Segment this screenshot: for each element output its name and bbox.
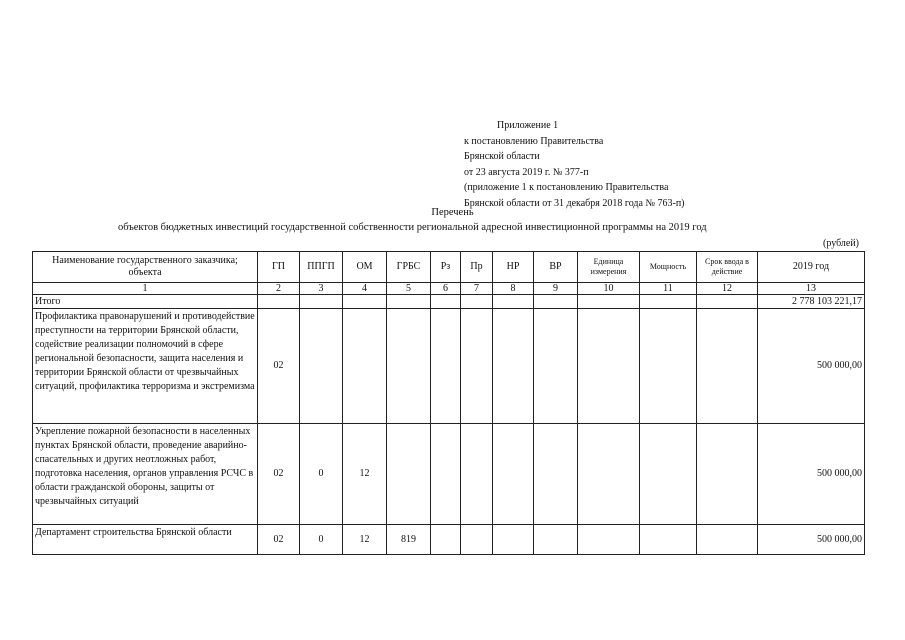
header-vr: ВР <box>534 252 578 283</box>
total-label: Итого <box>33 295 258 309</box>
column-number: 3 <box>300 283 343 295</box>
column-number: 1 <box>33 283 258 295</box>
row-name: Укрепление пожарной безопасности в населенных пунктах Брянской области, проведение аварийно-спасательных и других неотложных работ, подготовка населения, органов управления РСЧС в области гражданской обороны, защиты от чрезвычайных ситуаций <box>33 424 258 525</box>
row-amount: 500 000,00 <box>758 525 865 555</box>
table-row <box>33 309 865 424</box>
appendix-line: Брянской области <box>464 151 540 163</box>
investment-table <box>32 251 865 555</box>
row-grbs: 819 <box>387 525 431 555</box>
row-om: 12 <box>343 525 387 555</box>
column-number: 6 <box>431 283 461 295</box>
column-number: 10 <box>578 283 640 295</box>
row-name: Профилактика правонарушений и противодействие преступности на территории Брянской области, содействие реализации полномочий в сфере региональной безопасности, защита населения и территории Брянской области от чрезвычайных ситуаций, профилактика терроризма и экстремизма <box>33 309 258 424</box>
column-number: 2 <box>258 283 300 295</box>
header-rz: Рз <box>431 252 461 283</box>
header-year-2019: 2019 год <box>758 252 865 283</box>
appendix-block <box>464 118 685 212</box>
row-gp: 02 <box>258 424 300 525</box>
header-name: Наименование государственного заказчика; объекта <box>33 252 258 283</box>
list-title <box>0 207 905 218</box>
column-number: 7 <box>461 283 493 295</box>
appendix-line: к постановлению Правительства <box>464 135 604 147</box>
row-amount: 500 000,00 <box>758 424 865 525</box>
row-gp: 02 <box>258 309 300 424</box>
appendix-line: Брянской области от 31 декабря 2018 года № 763-п) <box>464 197 685 209</box>
list-subtitle: объектов бюджетных инвестиций государственной собственности региональной адресной инвестиционной программы на 2019 год <box>118 222 707 233</box>
table-row <box>33 424 865 525</box>
header-grbs: ГРБС <box>387 252 431 283</box>
column-number: 4 <box>343 283 387 295</box>
table-row <box>33 525 865 555</box>
list-title-text: Перечень <box>431 207 474 218</box>
header-ppgp: ППГП <box>300 252 343 283</box>
table-header-row <box>33 252 865 283</box>
row-ppgp: 0 <box>300 525 343 555</box>
header-nr: НР <box>493 252 534 283</box>
column-number: 9 <box>534 283 578 295</box>
appendix-line: от 23 августа 2019 г. № 377-п <box>464 166 589 178</box>
unit-label: (рублей) <box>823 238 860 249</box>
header-gp: ГП <box>258 252 300 283</box>
column-number: 8 <box>493 283 534 295</box>
column-number: 11 <box>640 283 697 295</box>
row-grbs <box>387 424 431 525</box>
row-ppgp <box>300 309 343 424</box>
appendix-line: (приложение 1 к постановлению Правительства <box>464 182 669 194</box>
column-number-row <box>33 283 865 295</box>
row-om: 12 <box>343 424 387 525</box>
appendix-title: Приложение 1 <box>497 120 559 131</box>
column-number: 5 <box>387 283 431 295</box>
header-unit: Единица измерения <box>578 252 640 283</box>
header-commission-date: Срок ввода в действие <box>697 252 758 283</box>
total-row <box>33 295 865 309</box>
row-amount: 500 000,00 <box>758 309 865 424</box>
total-amount: 2 778 103 221,17 <box>758 295 865 309</box>
header-om: ОМ <box>343 252 387 283</box>
row-om <box>343 309 387 424</box>
header-capacity: Мощность <box>640 252 697 283</box>
header-pr: Пр <box>461 252 493 283</box>
column-number: 12 <box>697 283 758 295</box>
row-gp: 02 <box>258 525 300 555</box>
row-name: Департамент строительства Брянской области <box>33 525 258 555</box>
column-number: 13 <box>758 283 865 295</box>
row-ppgp: 0 <box>300 424 343 525</box>
row-grbs <box>387 309 431 424</box>
